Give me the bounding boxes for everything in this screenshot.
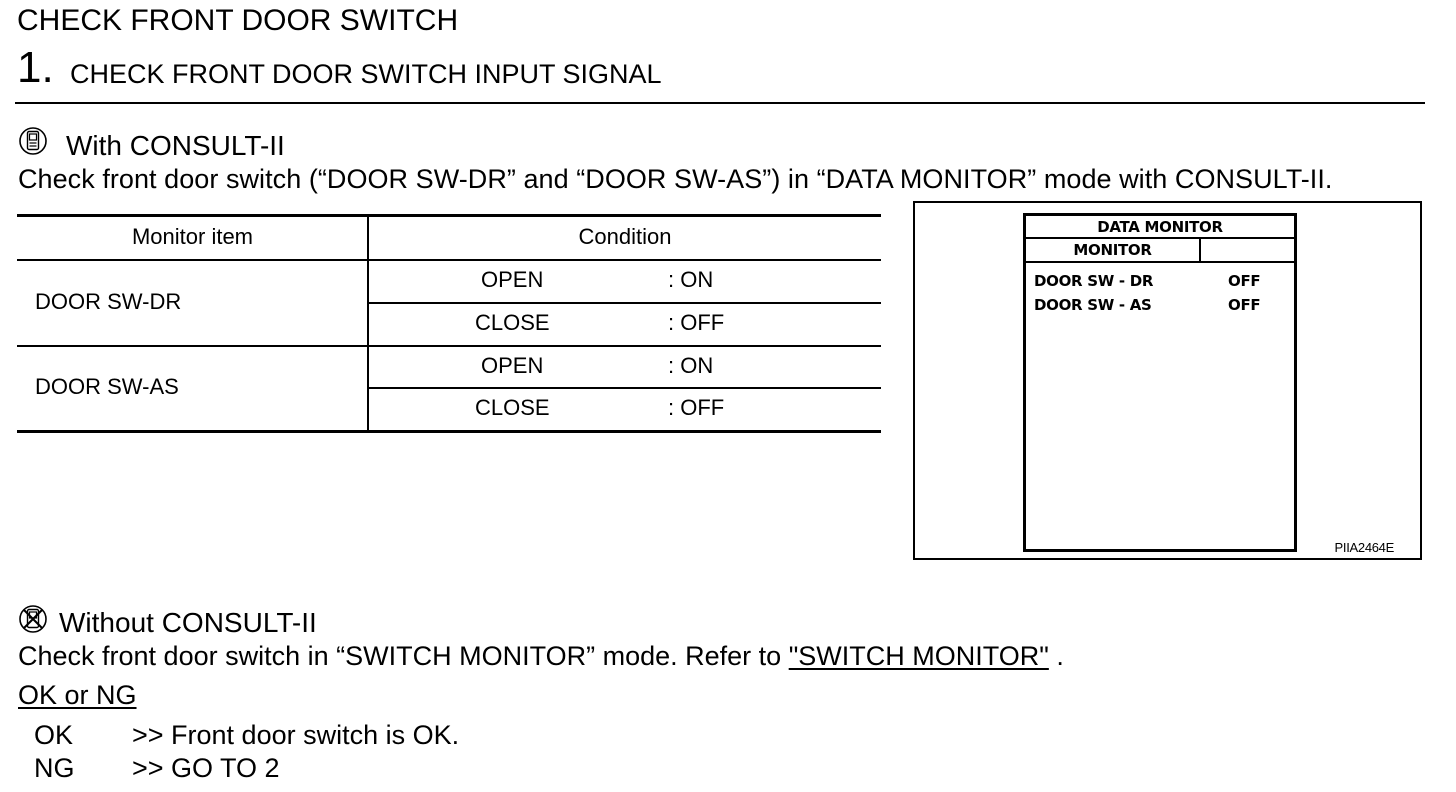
screen-title: DATA MONITOR	[1097, 218, 1223, 236]
condition-state: CLOSE	[475, 395, 550, 420]
result-ok-label: OK	[34, 720, 74, 750]
instruction-text: Check front door switch in “SWITCH MONITOR” mode. Refer to	[18, 641, 789, 671]
consult-screen	[1023, 213, 1297, 552]
screen-subtitle: MONITOR	[1073, 241, 1152, 259]
with-consult-heading: With CONSULT-II	[66, 130, 285, 161]
screen-row-value: OFF	[1228, 296, 1261, 314]
no-consult-icon	[18, 604, 48, 634]
step-number: 1.	[17, 43, 54, 92]
header-divider	[15, 102, 1425, 104]
with-consult-instruction: Check front door switch (“DOOR SW-DR” and “DOOR SW-AS”) in “DATA MONITOR” mode with CONSULT-II.	[18, 164, 1333, 194]
condition-value: : OFF	[668, 395, 725, 420]
step-title: CHECK FRONT DOOR SWITCH INPUT SIGNAL	[70, 59, 662, 89]
condition-value: : ON	[668, 267, 714, 292]
column-header-monitor-item: Monitor item	[131, 224, 254, 249]
without-consult-heading: Without CONSULT-II	[59, 607, 317, 638]
table-row-item: DOOR SW-DR	[35, 289, 182, 314]
consult-tool-icon	[18, 126, 48, 156]
condition-state: OPEN	[481, 353, 544, 378]
screen-row-label: DOOR SW - DR	[1034, 272, 1154, 290]
condition-value: : ON	[668, 353, 714, 378]
monitor-table	[17, 214, 881, 433]
screen-row-value: OFF	[1228, 272, 1261, 290]
table-row-item: DOOR SW-AS	[35, 374, 179, 399]
figure-code: PIIA2464E	[1334, 540, 1394, 555]
without-consult-instruction	[18, 640, 1064, 672]
result-ok-text: >> Front door switch is OK.	[132, 720, 460, 750]
condition-state: CLOSE	[475, 310, 550, 335]
switch-monitor-link[interactable]: "SWITCH MONITOR"	[788, 641, 1049, 671]
result-ng-text: >> GO TO 2	[132, 753, 280, 783]
page-title: CHECK FRONT DOOR SWITCH	[17, 4, 459, 37]
data-monitor-figure	[913, 201, 1422, 560]
ok-ng-heading: OK or NG	[18, 680, 137, 710]
instruction-suffix: .	[1048, 641, 1064, 671]
column-header-condition: Condition	[578, 224, 672, 249]
condition-state: OPEN	[481, 267, 544, 292]
condition-value: : OFF	[668, 310, 725, 335]
result-ng-label: NG	[34, 753, 75, 783]
screen-row-label: DOOR SW - AS	[1034, 296, 1152, 314]
